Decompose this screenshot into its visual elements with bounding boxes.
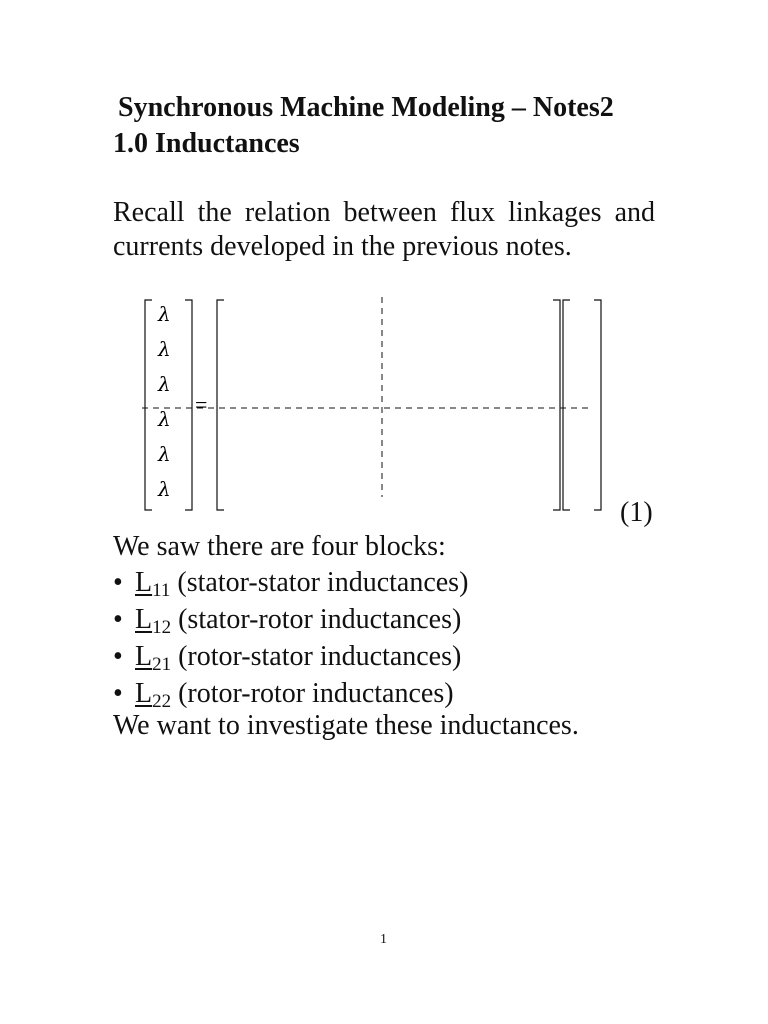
inductance-symbol: L [135,567,153,598]
document-title: Synchronous Machine Modeling – Notes2 [118,92,614,123]
lambda-entry: λ [158,442,171,466]
blocks-intro: We saw there are four blocks: [113,531,446,562]
bullet-item [113,603,461,645]
lambda-entry: λ [158,337,171,361]
current-vector-brackets [563,300,601,510]
inductance-subscript: 22 [152,691,172,712]
equals-sign: = [195,392,208,417]
block-partition-lines [142,297,590,497]
lambda-entry: λ [158,477,171,501]
inductance-symbol: L [135,641,153,672]
inductance-symbol: L [135,604,153,635]
bullet-dot-icon: • [113,641,123,672]
bullet-text: (rotor-stator inductances) [178,641,462,672]
section-heading: 1.0 Inductances [113,128,300,159]
bullet-text: (stator-stator inductances) [177,567,469,598]
bullet-text: (rotor-rotor inductances) [178,678,454,709]
bullet-dot-icon: • [113,567,123,598]
lambda-entry: λ [158,302,171,326]
intro-paragraph: Recall the relation between flux linkages and currents developed in the previous notes. [113,197,655,262]
page-number: 1 [380,932,387,947]
closing-sentence: We want to investigate these inductances. [113,710,579,741]
inductance-subscript: 21 [152,654,172,675]
inductance-symbol: L [135,678,153,709]
bullet-item [113,640,461,682]
inductance-subscript: 12 [152,617,172,638]
lambda-entry: λ [158,372,171,396]
bullet-dot-icon: • [113,604,123,635]
bullet-item [113,566,468,608]
bullet-text: (stator-rotor inductances) [178,604,462,635]
lhs-vector-entries [157,302,171,501]
equation-number: (1) [620,497,653,528]
inductance-matrix-brackets [217,300,560,510]
inductance-subscript: 11 [152,580,171,601]
lambda-entry: λ [158,407,171,431]
bullet-dot-icon: • [113,678,123,709]
